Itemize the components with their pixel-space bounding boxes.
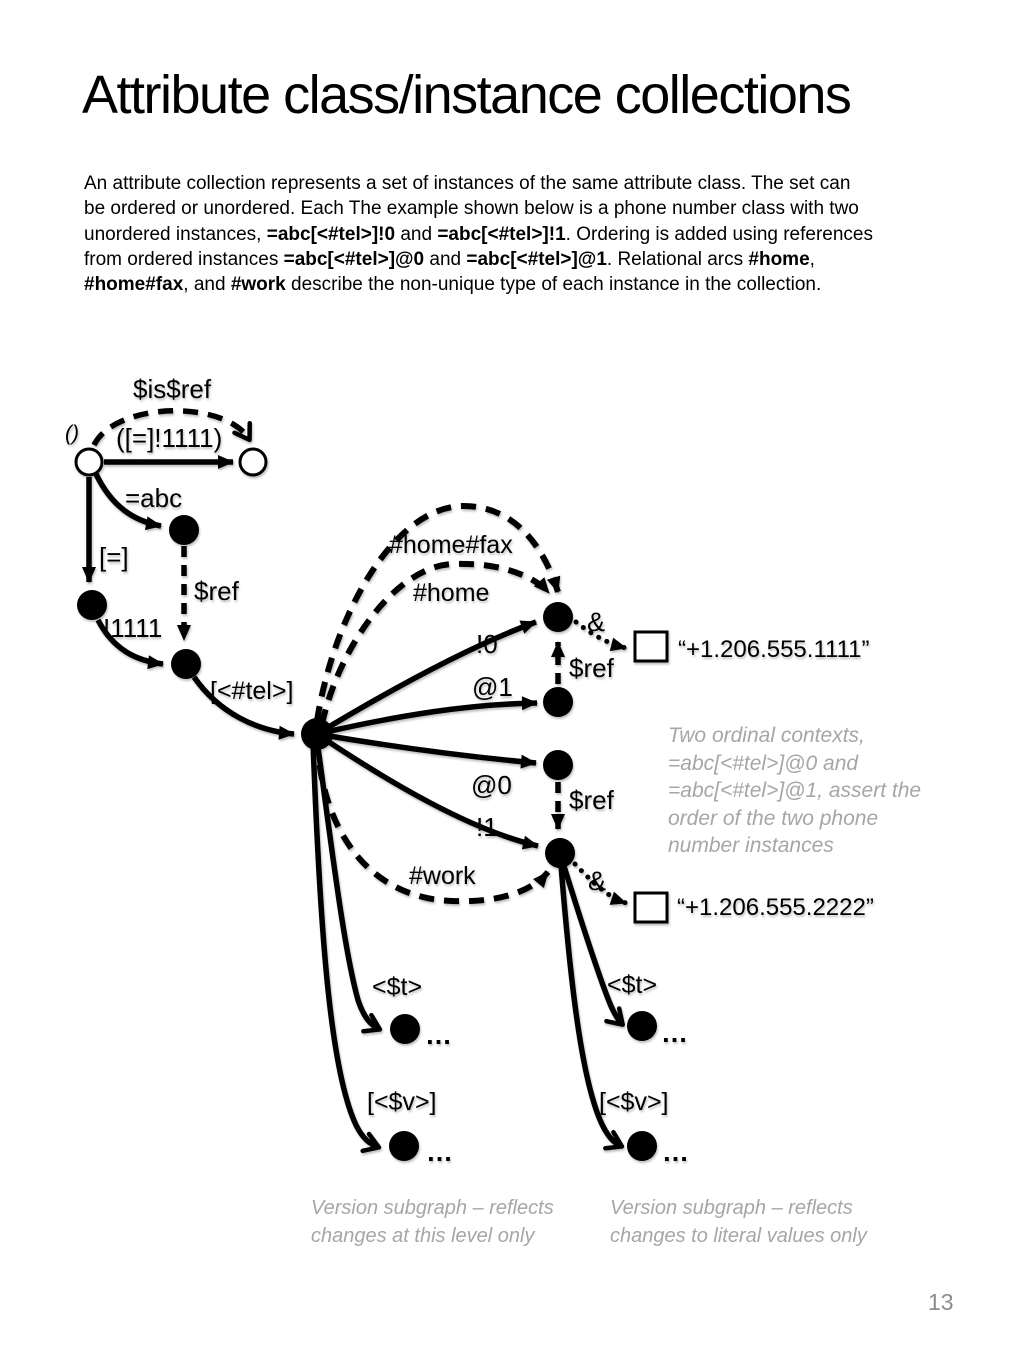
text-segment: , xyxy=(809,248,815,270)
page-title: Attribute class/instance collections xyxy=(82,65,851,125)
code-home-fax: #home#fax xyxy=(84,274,184,296)
label-v-right: [<$v>] xyxy=(599,1088,669,1116)
label-excl-1: !1 xyxy=(476,812,498,842)
label-t-left: <$t> xyxy=(372,973,423,1001)
label-eq-abc: =abc xyxy=(125,483,183,513)
node-context-copy xyxy=(240,449,266,475)
node-ordinal-0 xyxy=(543,750,573,780)
node-v-left xyxy=(389,1131,419,1161)
node-t-right xyxy=(627,1011,657,1041)
label-v-left: [<$v>] xyxy=(367,1088,437,1116)
note-line: changes at this level only xyxy=(311,1225,535,1247)
note-line: number instances xyxy=(668,834,834,857)
label-home: #home xyxy=(413,579,490,607)
label-work: #work xyxy=(409,862,476,890)
literal-box-phone-2 xyxy=(635,893,667,922)
note-line: order of the two phone xyxy=(668,806,879,830)
text-segment: , and xyxy=(183,274,231,296)
label-dots-v-left: … xyxy=(426,1137,453,1167)
label-excl-1111: !1111 xyxy=(103,613,163,643)
label-home-fax: #home#fax xyxy=(389,531,513,559)
code-abc-tel-excl0: =abc[<#tel>]!0 xyxy=(266,223,396,245)
note-line: Version subgraph – reflects xyxy=(311,1197,554,1219)
label-eq-1111-paren: ([=]!1111) xyxy=(116,423,223,453)
node-instance-1 xyxy=(545,838,575,868)
text-segment: and xyxy=(395,223,438,245)
label-phone-1: “+1.206.555.1111” xyxy=(678,636,870,663)
text-segment: An attribute collection represents a set of instances of the same attribute class. The set can xyxy=(84,173,851,194)
arc-at-1 xyxy=(317,703,537,734)
note-version-subgraph-left xyxy=(311,1194,554,1250)
label-dots-t-right: … xyxy=(661,1018,688,1048)
label-amp-top: & xyxy=(587,607,606,637)
note-version-subgraph-right xyxy=(610,1194,867,1250)
note-line: changes to literal values only xyxy=(610,1225,867,1247)
node-root-context xyxy=(76,449,102,475)
node-v-right xyxy=(627,1131,657,1161)
literal-box-phone-1 xyxy=(635,632,667,661)
code-abc-tel-at1: =abc[<#tel>]@1 xyxy=(466,248,607,270)
code-home: #home xyxy=(748,248,810,270)
node-ordinal-1 xyxy=(543,687,573,717)
label-phone-2: “+1.206.555.2222” xyxy=(677,894,874,921)
note-line: =abc[<#tel>]@1, assert the xyxy=(668,779,922,802)
node-t-left xyxy=(390,1014,420,1044)
code-abc-tel-at0: =abc[<#tel>]@0 xyxy=(283,248,425,270)
text-segment: describe the non-unique type of each instance in the collection. xyxy=(285,274,822,296)
node-tel-collection-hub xyxy=(301,718,333,750)
label-at-1: @1 xyxy=(472,672,513,702)
label-t-right: <$t> xyxy=(607,971,658,999)
label-at-0: @0 xyxy=(471,770,512,800)
note-ordinal-contexts xyxy=(668,722,921,860)
node-1111 xyxy=(171,649,201,679)
code-abc-tel-excl1: =abc[<#tel>]!1 xyxy=(437,223,566,245)
label-ref-left: $ref xyxy=(194,576,239,606)
text-segment: . Relational arcs xyxy=(606,248,749,270)
label-excl-0: !0 xyxy=(476,629,498,659)
text-segment: . Ordering is added using references xyxy=(565,223,873,245)
text-segment: and xyxy=(424,248,467,270)
text-segment: unordered instances, xyxy=(84,223,267,245)
label-empty-parens: () xyxy=(65,422,79,445)
label-eq: [=] xyxy=(99,542,129,572)
note-line: Version subgraph – reflects xyxy=(610,1197,853,1219)
node-abc xyxy=(169,515,199,545)
code-work: #work xyxy=(230,274,286,296)
label-ref-top: $ref xyxy=(569,653,614,683)
node-instance-0 xyxy=(543,602,573,632)
label-ref-bottom: $ref xyxy=(569,785,614,815)
label-tel-class: [<#tel>] xyxy=(210,677,294,705)
text-segment: be ordered or unordered. Each The example shown below is a phone number class with two xyxy=(84,198,859,220)
label-dots-v-right: … xyxy=(662,1137,689,1167)
label-amp-bottom: & xyxy=(588,866,607,896)
page-number: 13 xyxy=(928,1289,954,1315)
note-line: =abc[<#tel>]@0 and xyxy=(668,751,859,775)
label-is-ref: $is$ref xyxy=(133,374,212,404)
label-dots-t-left: … xyxy=(425,1020,452,1050)
note-line: Two ordinal contexts, xyxy=(668,724,865,747)
text-segment: from ordered instances xyxy=(84,248,284,270)
